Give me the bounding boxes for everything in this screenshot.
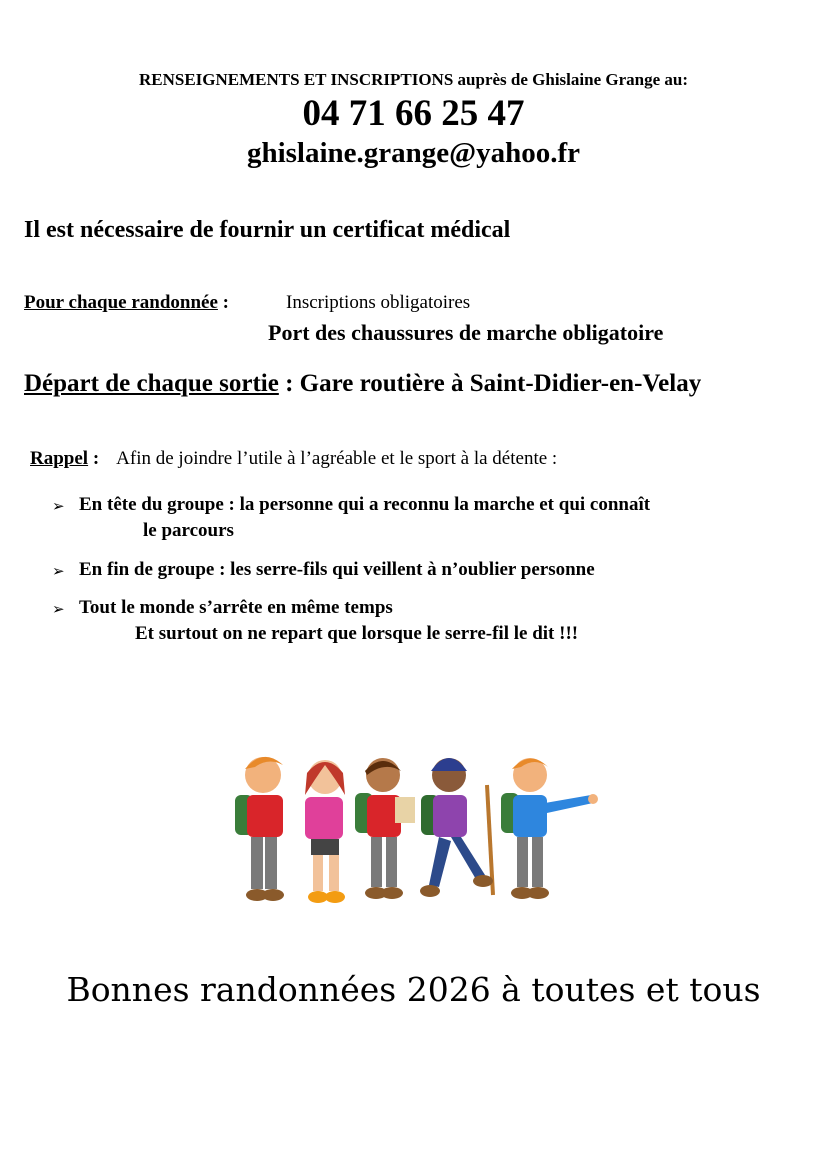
bullet-3-line-2: Et surtout on ne repart que lorsque le serre-fil le dit !!! bbox=[135, 623, 579, 644]
hike-label bbox=[24, 292, 229, 314]
rappel-line bbox=[30, 448, 557, 470]
phone-number: 04 71 66 25 47 bbox=[302, 93, 525, 134]
hiker-1 bbox=[235, 757, 284, 901]
departure-text: : Gare routière à Saint-Didier-en-Velay bbox=[278, 370, 702, 397]
arrow-bullet-icon: ➢ bbox=[52, 499, 65, 515]
bullet-3-line-1: Tout le monde s’arrête en même temps bbox=[79, 597, 393, 618]
email-address: ghislaine.grange@yahoo.fr bbox=[246, 137, 581, 169]
rappel-text: Afin de joindre l’utile à l’agréable et le sport à la détente : bbox=[116, 448, 558, 469]
rappel-sep: : bbox=[88, 448, 100, 469]
closing-message: Bonnes randonnées 2026 à toutes et tous bbox=[66, 970, 761, 1009]
contact-intro-rest: auprès de Ghislaine Grange au: bbox=[453, 70, 688, 89]
bullet-1-line-1: En tête du groupe : la personne qui a reconnu la marche et qui connaît bbox=[79, 494, 651, 515]
hikers-illustration bbox=[225, 745, 605, 915]
hike-requirement-shoes: Port des chaussures de marche obligatoire bbox=[268, 320, 664, 345]
hiker-4 bbox=[420, 758, 493, 897]
rappel-label: Rappel bbox=[30, 448, 89, 469]
hiker-3 bbox=[355, 758, 415, 899]
departure-info bbox=[24, 370, 701, 398]
hike-label-text: Pour chaque randonnée bbox=[24, 292, 218, 313]
certificate-notice: Il est nécessaire de fournir un certificat médical bbox=[24, 217, 511, 243]
bullet-1-line-2: le parcours bbox=[143, 520, 234, 541]
hike-label-sep: : bbox=[217, 292, 229, 313]
departure-label: Départ de chaque sortie bbox=[24, 370, 279, 397]
contact-intro-bold: RENSEIGNEMENTS ET INSCRIPTIONS bbox=[139, 70, 454, 89]
bullet-2-line-1: En fin de groupe : les serre-fils qui veillent à n’oublier personne bbox=[79, 559, 595, 580]
contact-intro bbox=[0, 70, 827, 90]
hiker-2 bbox=[305, 760, 345, 903]
hiker-5 bbox=[501, 758, 598, 899]
arrow-bullet-icon: ➢ bbox=[52, 602, 65, 618]
arrow-bullet-icon: ➢ bbox=[52, 564, 65, 580]
hike-requirement-registration: Inscriptions obligatoires bbox=[286, 292, 471, 313]
